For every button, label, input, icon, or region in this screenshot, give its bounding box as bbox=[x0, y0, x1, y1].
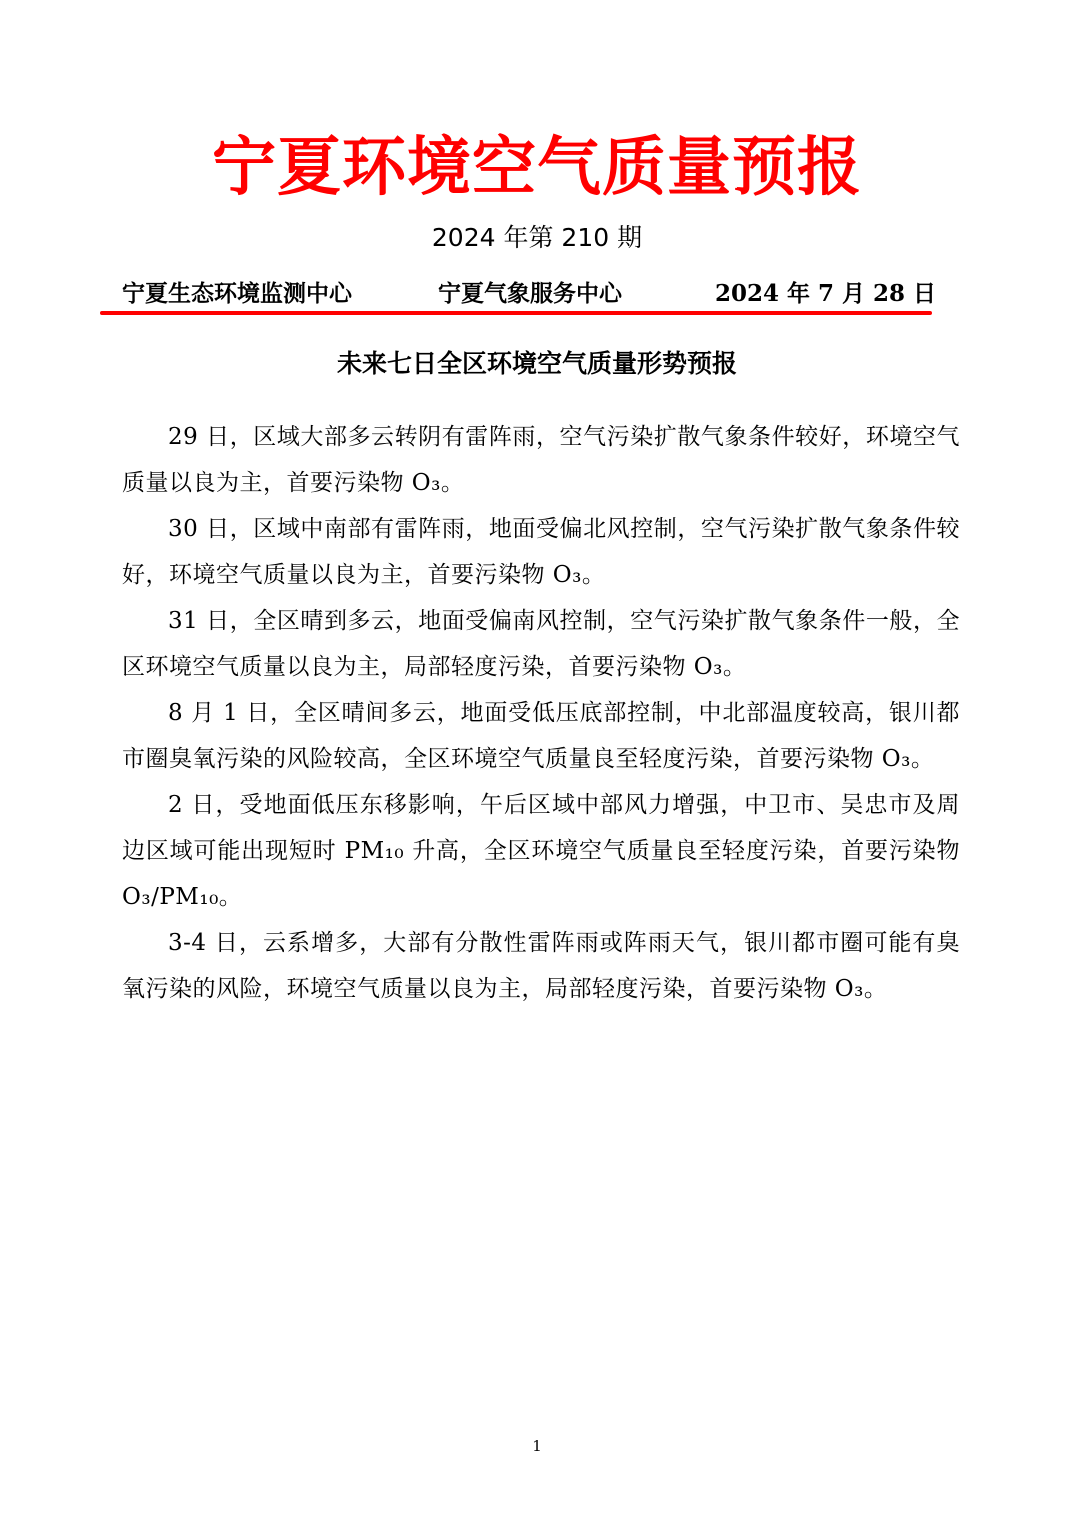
forecast-paragraph-30: 30 日，区域中南部有雷阵雨，地面受偏北风控制，空气污染扩散气象条件较好，环境空气质量以良为主，首要污染物 O₃。 bbox=[122, 516, 960, 588]
forecast-paragraph-aug-3-4: 3-4 日，云系增多，大部有分散性雷阵雨或阵雨天气，银川都市圈可能有臭氧污染的风险，环境空气质量以良为主，局部轻度污染，首要污染物 O₃。 bbox=[122, 930, 960, 1002]
issue-number: 2024 年第 210 期 bbox=[431, 223, 643, 252]
forecast-paragraph-31: 31 日，全区晴到多云，地面受偏南风控制，空气污染扩散气象条件一般，全区环境空气质量以良为主，局部轻度污染，首要污染物 O₃。 bbox=[122, 608, 960, 680]
section-title: 未来七日全区环境空气质量形势预报 bbox=[336, 349, 737, 378]
issuer-row bbox=[122, 276, 936, 312]
forecast-paragraph-29: 29 日，区域大部多云转阴有雷阵雨，空气污染扩散气象条件较好，环境空气质量以良为主，首要污染物 O₃。 bbox=[122, 424, 960, 496]
issuer-monitoring-center: 宁夏生态环境监测中心 bbox=[122, 280, 352, 307]
forecast-paragraph-aug-1: 8 月 1 日，全区晴间多云，地面受低压底部控制，中北部温度较高，银川都市圈臭氧污染的风险较高，全区环境空气质量良至轻度污染，首要污染物 O₃。 bbox=[122, 700, 960, 772]
issue-date: 2024 年 7 月 28 日 bbox=[714, 280, 936, 307]
forecast-body bbox=[122, 414, 960, 1012]
header-divider bbox=[100, 311, 932, 315]
forecast-paragraph-aug-2: 2 日，受地面低压东移影响，午后区域中部风力增强，中卫市、吴忠市及周边区域可能出现短时 PM₁₀ 升高，全区环境空气质量良至轻度污染，首要污染物 O₃/PM₁₀。 bbox=[122, 792, 960, 910]
issuer-meteorological-center: 宁夏气象服务中心 bbox=[438, 280, 622, 307]
page-number: 1 bbox=[532, 1437, 542, 1455]
masthead-title: 宁夏环境空气质量预报 bbox=[212, 130, 862, 205]
